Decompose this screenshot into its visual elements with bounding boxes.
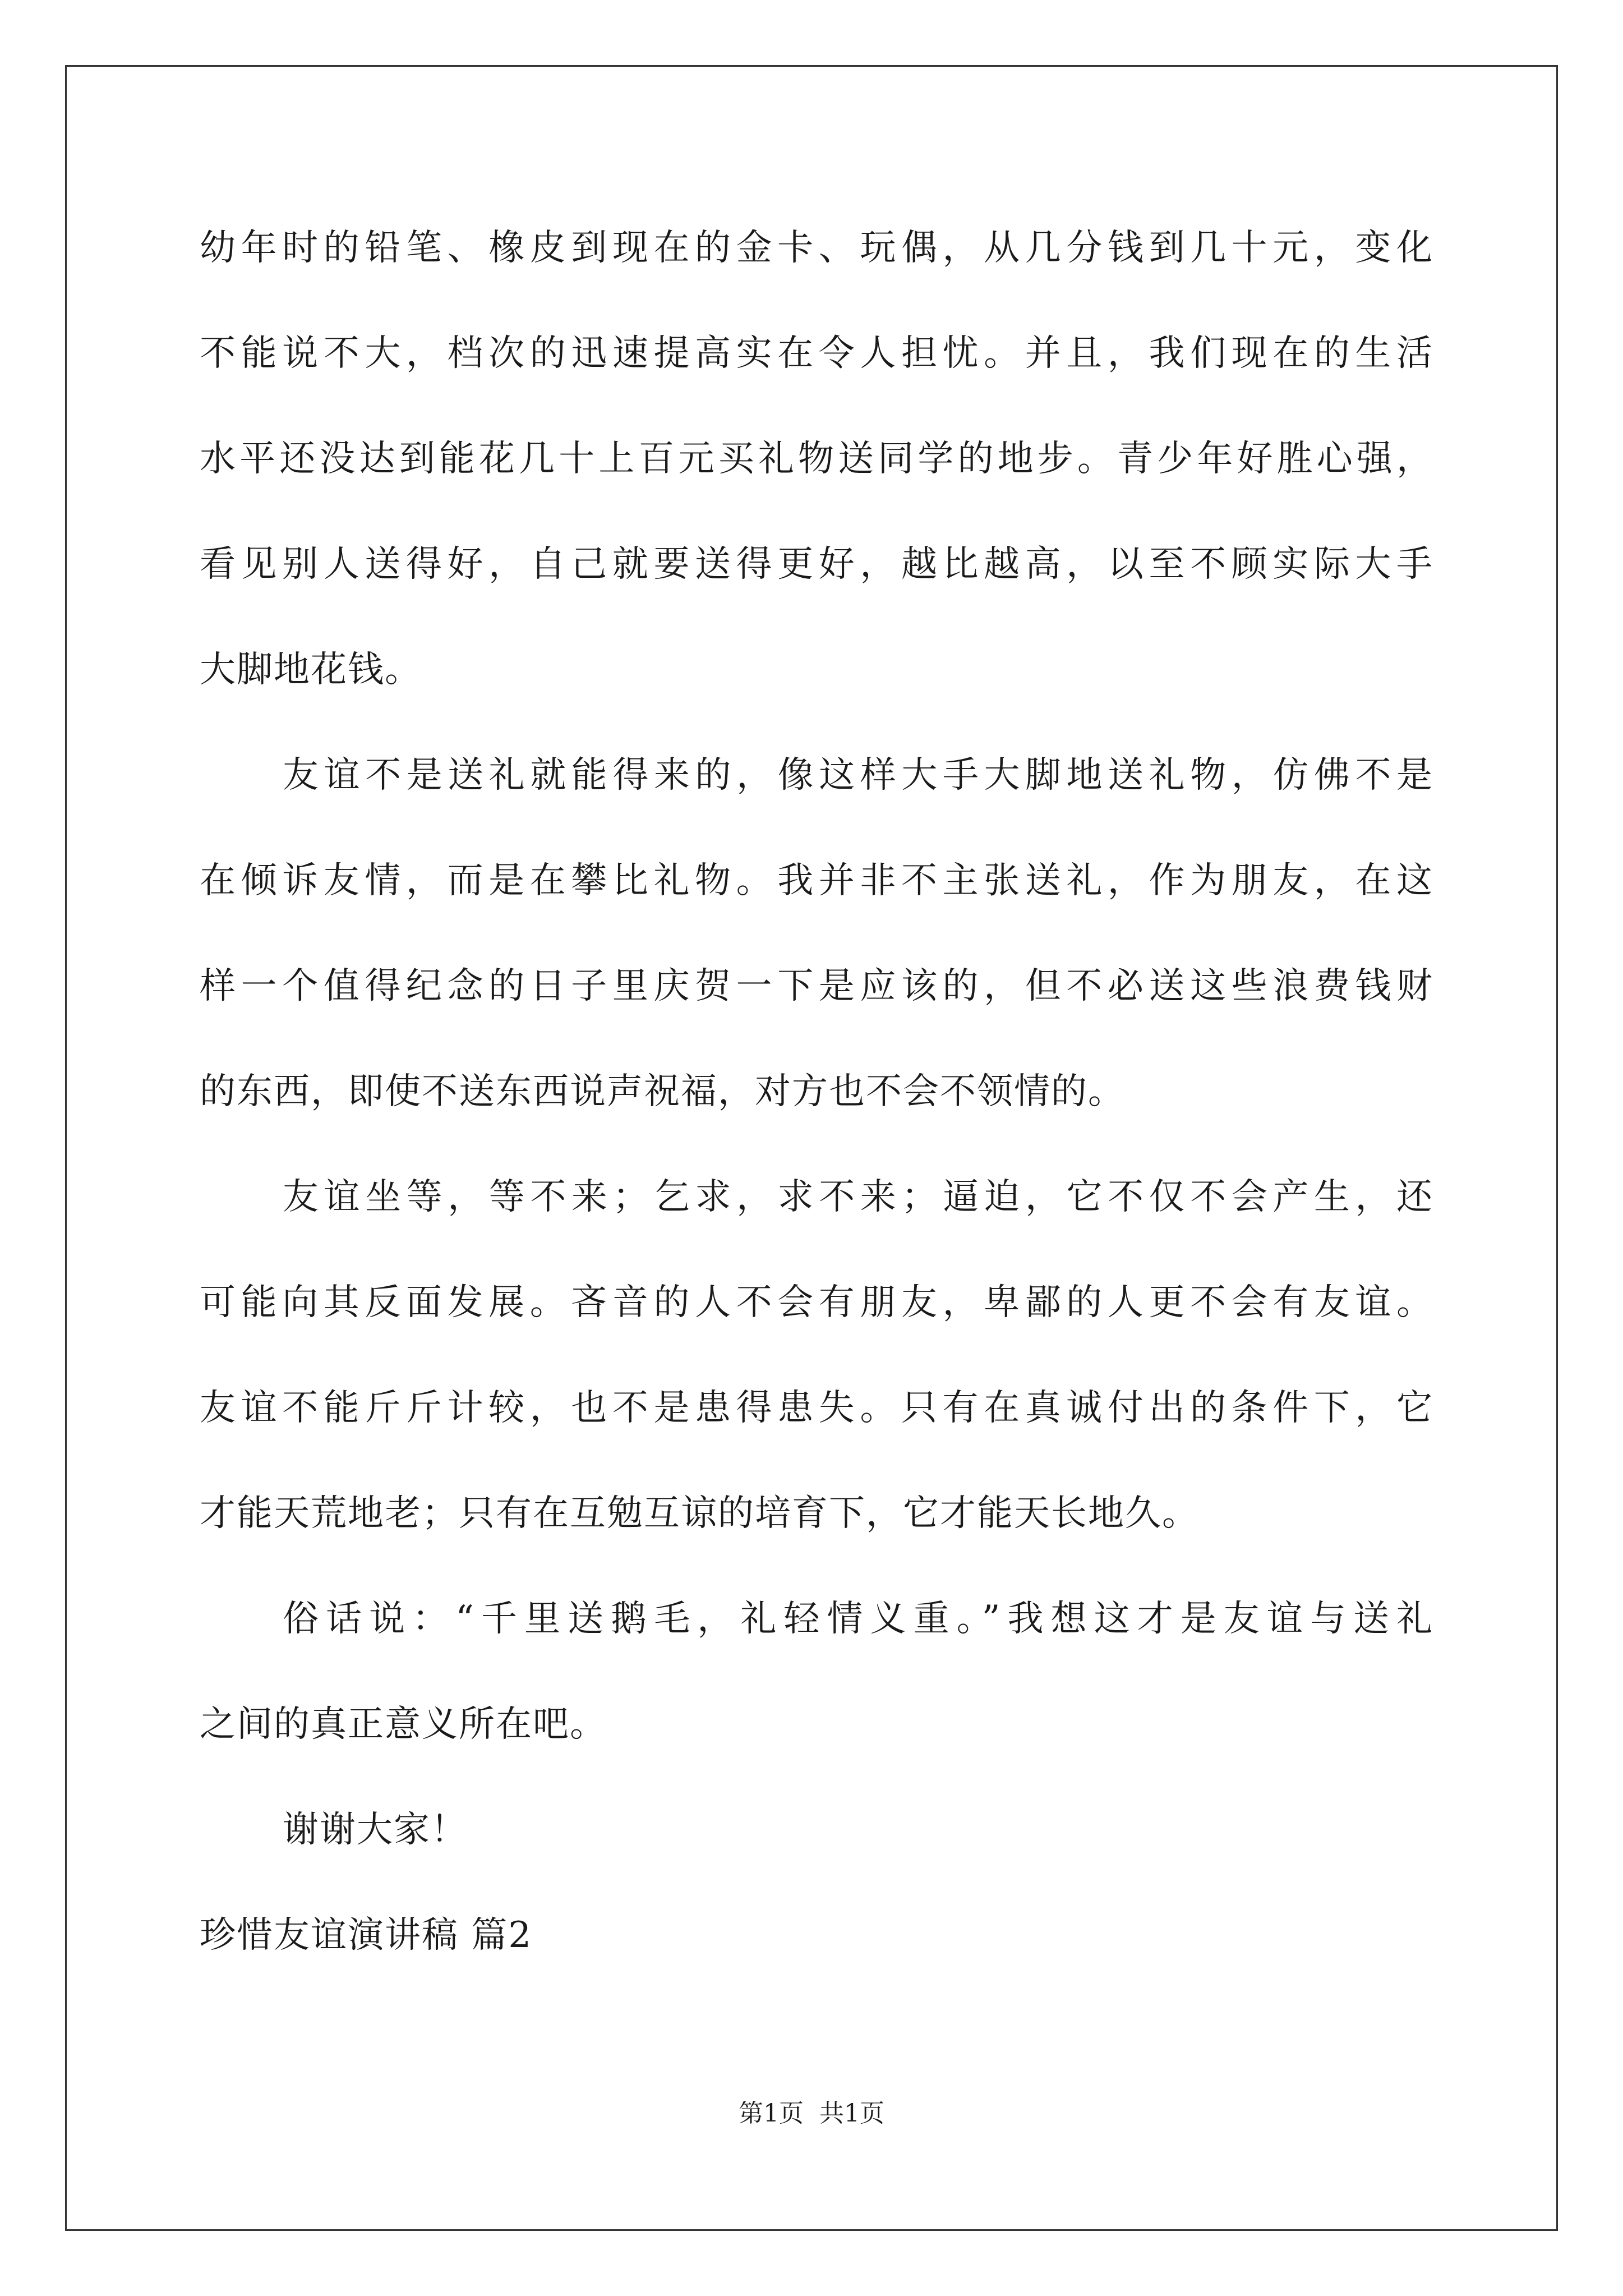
section-heading: 珍惜友谊演讲稿 篇2 — [200, 1915, 533, 1956]
paragraph-line: 不能说不大，档次的迅速提高实在令人担忧。并且，我们现在的生活 — [200, 333, 1433, 374]
paragraph-line: 才能天荒地老；只有在互勉互谅的培育下，它才能天长地久。 — [200, 1493, 1199, 1534]
closing-line: 谢谢大家！ — [283, 1809, 468, 1851]
paragraph-line: 大脚地花钱。 — [200, 649, 422, 691]
paragraph-line: 友谊不能斤斤计较，也不是患得患失。只有在真诚付出的条件下，它 — [200, 1387, 1433, 1429]
paragraph-line: 可能向其反面发展。吝音的人不会有朋友，卑鄙的人更不会有友谊。 — [200, 1282, 1433, 1323]
paragraph-first-line: 友谊不是送礼就能得来的，像这样大手大脚地送礼物，仿佛不是 — [283, 754, 1433, 796]
paragraph-first-line: 俗话说：“千里送鹅毛，礼轻情义重。”我想这才是友谊与送礼 — [283, 1598, 1433, 1640]
paragraph-first-line: 友谊坐等，等不来；乞求，求不来；逼迫，它不仅不会产生，还 — [283, 1176, 1433, 1218]
paragraph-line: 样一个值得纪念的日子里庆贺一下是应该的，但不必送这些浪费钱财 — [200, 965, 1433, 1007]
page-footer: 第1页 共1页 — [739, 2099, 884, 2128]
document-body — [200, 213, 1433, 2006]
paragraph-line: 水平还没达到能花几十上百元买礼物送同学的地步。青少年好胜心强， — [200, 438, 1433, 480]
paragraph-line: 在倾诉友情，而是在攀比礼物。我并非不主张送礼，作为朋友，在这 — [200, 860, 1433, 901]
paragraph-line: 幼年时的铅笔、橡皮到现在的金卡、玩偶，从几分钱到几十元，变化 — [200, 227, 1433, 269]
paragraph-line: 的东西，即使不送东西说声祝福，对方也不会不领情的。 — [200, 1071, 1125, 1112]
paragraph-line: 看见别人送得好，自己就要送得更好，越比越高，以至不顾实际大手 — [200, 544, 1433, 585]
paragraph-line: 之间的真正意义所在吧。 — [200, 1704, 607, 1745]
